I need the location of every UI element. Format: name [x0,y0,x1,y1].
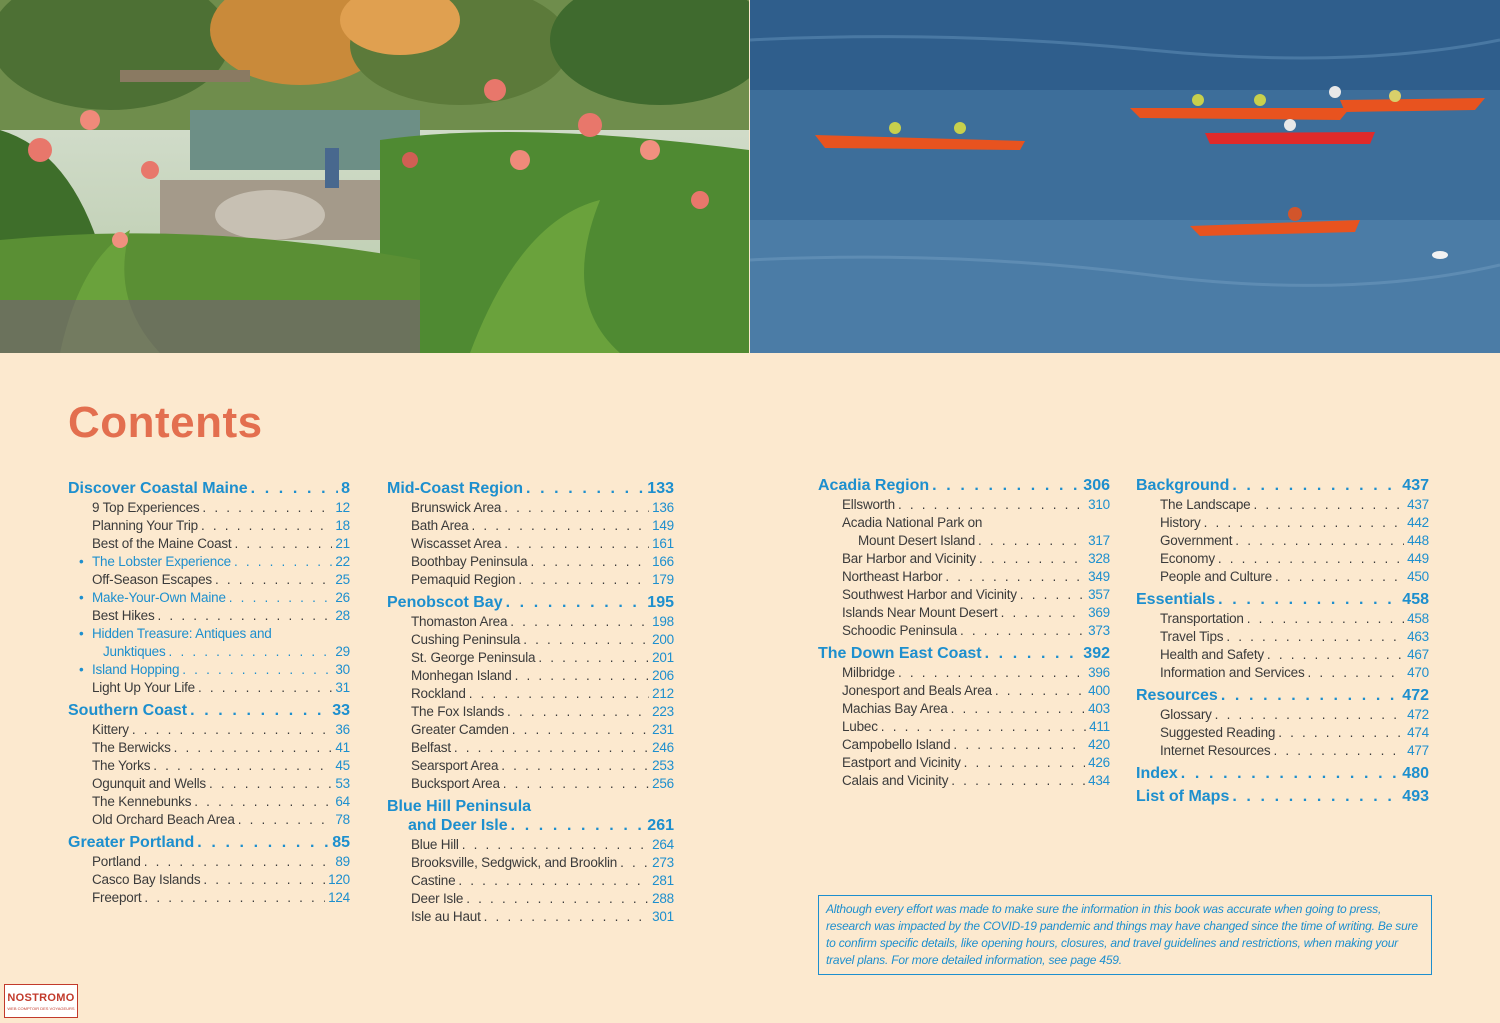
toc-section[interactable]: Blue Hill Peninsula [387,798,532,815]
toc-item[interactable]: Kittery . . . 36 [68,721,350,739]
toc-section[interactable]: Greater Portland . . . 85 [68,834,350,852]
toc-item[interactable]: Belfast . . . 246 [387,739,674,757]
toc-item[interactable]: 9 Top Experiences . . . 12 [68,499,350,517]
toc-item[interactable]: Planning Your Trip . . . 18 [68,517,350,535]
toc-section[interactable]: Resources . . . 472 [1136,687,1429,705]
toc-item[interactable]: Information and Services . . . 470 [1136,664,1429,682]
toc-item[interactable]: Transportation . . . 458 [1136,610,1429,628]
toc-item[interactable]: Castine . . . 281 [387,872,674,890]
toc-section[interactable]: Acadia Region . . . 306 [818,477,1110,495]
toc-item[interactable]: Eastport and Vicinity . . . 426 [818,754,1110,772]
toc-item[interactable]: Casco Bay Islands . . . 120 [68,871,350,889]
logo-tagline: WEB COMPTOIR DES VOYAGEURS [7,1006,75,1011]
toc-item[interactable]: The Landscape . . . 437 [1136,496,1429,514]
kayaks-photo [750,0,1500,353]
toc-item[interactable]: Economy . . . 449 [1136,550,1429,568]
toc-item[interactable]: Islands Near Mount Desert . . . 369 [818,604,1110,622]
toc-item[interactable]: Suggested Reading . . . 474 [1136,724,1429,742]
toc-section[interactable]: Southern Coast . . . 33 [68,702,350,720]
toc-item[interactable]: Thomaston Area . . . 198 [387,613,674,631]
toc-item[interactable]: Bucksport Area . . . 256 [387,775,674,793]
toc-item[interactable]: St. George Peninsula . . . 201 [387,649,674,667]
bullet-icon: • [79,626,84,641]
bullet-icon: • [79,662,84,677]
toc-section[interactable]: The Down East Coast . . . 392 [818,645,1110,663]
toc-item[interactable]: Searsport Area . . . 253 [387,757,674,775]
toc-item[interactable]: History . . . 442 [1136,514,1429,532]
nostromo-logo [4,984,78,1018]
toc-item[interactable]: Government . . . 448 [1136,532,1429,550]
toc-item[interactable]: Old Orchard Beach Area . . . 78 [68,811,350,829]
toc-column-3 [818,477,1110,790]
toc-item[interactable]: Northeast Harbor . . . 349 [818,568,1110,586]
toc-item[interactable]: Bar Harbor and Vicinity . . . 328 [818,550,1110,568]
toc-item[interactable]: Light Up Your Life . . . 31 [68,679,350,697]
toc-item[interactable]: Best Hikes . . . 28 [68,607,350,625]
toc-column-1 [68,480,350,907]
toc-item[interactable]: Monhegan Island . . . 206 [387,667,674,685]
toc-section[interactable]: Mid-Coast Region . . . 133 [387,480,674,498]
toc-column-2 [387,480,674,926]
toc-item-continued[interactable]: Mount Desert Island . . . 317 [818,532,1110,550]
toc-item[interactable]: Ogunquit and Wells . . . 53 [68,775,350,793]
toc-item[interactable]: Health and Safety . . . 467 [1136,646,1429,664]
toc-section[interactable]: Penobscot Bay . . . 195 [387,594,674,612]
toc-item[interactable]: Schoodic Peninsula . . . 373 [818,622,1110,640]
bullet-icon: • [79,554,84,569]
toc-item[interactable]: Bath Area . . . 149 [387,517,674,535]
toc-feature-item[interactable]: • The Lobster Experience . . . 22 [68,553,350,571]
toc-item[interactable]: The Yorks . . . 45 [68,757,350,775]
toc-feature-item[interactable]: • Hidden Treasure: Antiques and [79,626,272,641]
toc-item[interactable]: Wiscasset Area . . . 161 [387,535,674,553]
toc-item[interactable]: Greater Camden . . . 231 [387,721,674,739]
toc-item[interactable]: The Berwicks . . . 41 [68,739,350,757]
toc-item[interactable]: Off-Season Escapes . . . 25 [68,571,350,589]
toc-item[interactable]: Travel Tips . . . 463 [1136,628,1429,646]
toc-item[interactable]: Lubec . . . 411 [818,718,1110,736]
toc-item[interactable]: Brooksville, Sedgwick, and Brooklin . . . 273 [387,854,674,872]
toc-item[interactable]: Cushing Peninsula . . . 200 [387,631,674,649]
toc-item[interactable]: Calais and Vicinity . . . 434 [818,772,1110,790]
toc-section-continued[interactable]: and Deer Isle . . . 261 [387,817,674,835]
toc-item[interactable]: Portland . . . 89 [68,853,350,871]
toc-item[interactable]: Jonesport and Beals Area . . . 400 [818,682,1110,700]
page-title: Contents [68,398,263,447]
covid-disclaimer-note: Although every effort was made to make sure the information in this book was accurate when going to press, research was impacted by the COVID-19 pandemic and things may have changed since the time of writing. Be sure to confirm specific details, like opening hours, closures, and travel guidelines and restrictions, when making your travel plans. For more detailed information, see page 459. [818,895,1432,975]
toc-feature-item-continued[interactable]: Junktiques . . . 29 [68,643,350,661]
toc-feature-item[interactable]: • Island Hopping . . . 30 [68,661,350,679]
toc-item[interactable]: Best of the Maine Coast . . . 21 [68,535,350,553]
toc-item[interactable]: Isle au Haut . . . 301 [387,908,674,926]
toc-item[interactable]: Blue Hill . . . 264 [387,836,674,854]
toc-section[interactable]: Background . . . 437 [1136,477,1429,495]
toc-item[interactable]: Machias Bay Area . . . 403 [818,700,1110,718]
toc-section[interactable]: Essentials . . . 458 [1136,591,1429,609]
toc-item[interactable]: Boothbay Peninsula . . . 166 [387,553,674,571]
garden-photo [0,0,749,353]
toc-item[interactable]: Milbridge . . . 396 [818,664,1110,682]
toc-item[interactable]: The Fox Islands . . . 223 [387,703,674,721]
toc-item[interactable]: The Kennebunks . . . 64 [68,793,350,811]
toc-column-4 [1136,477,1429,807]
toc-item[interactable]: Brunswick Area . . . 136 [387,499,674,517]
toc-item[interactable]: Internet Resources . . . 477 [1136,742,1429,760]
toc-item[interactable]: Glossary . . . 472 [1136,706,1429,724]
bullet-icon: • [79,590,84,605]
toc-item[interactable]: Rockland . . . 212 [387,685,674,703]
toc-item[interactable]: Campobello Island . . . 420 [818,736,1110,754]
toc-section[interactable]: List of Maps . . . 493 [1136,788,1429,806]
toc-item[interactable]: Ellsworth . . . 310 [818,496,1110,514]
toc-item[interactable]: Pemaquid Region . . . 179 [387,571,674,589]
toc-section[interactable]: Index . . . 480 [1136,765,1429,783]
toc-item[interactable]: Deer Isle . . . 288 [387,890,674,908]
toc-item[interactable]: Southwest Harbor and Vicinity . . . 357 [818,586,1110,604]
toc-item[interactable]: Acadia National Park on [842,515,983,530]
toc-feature-item[interactable]: • Make-Your-Own Maine . . . 26 [68,589,350,607]
logo-wordmark: NOSTROMO [7,992,75,1004]
toc-item[interactable]: Freeport . . . 124 [68,889,350,907]
toc-section[interactable]: Discover Coastal Maine . . . 8 [68,480,350,498]
toc-item[interactable]: People and Culture . . . 450 [1136,568,1429,586]
